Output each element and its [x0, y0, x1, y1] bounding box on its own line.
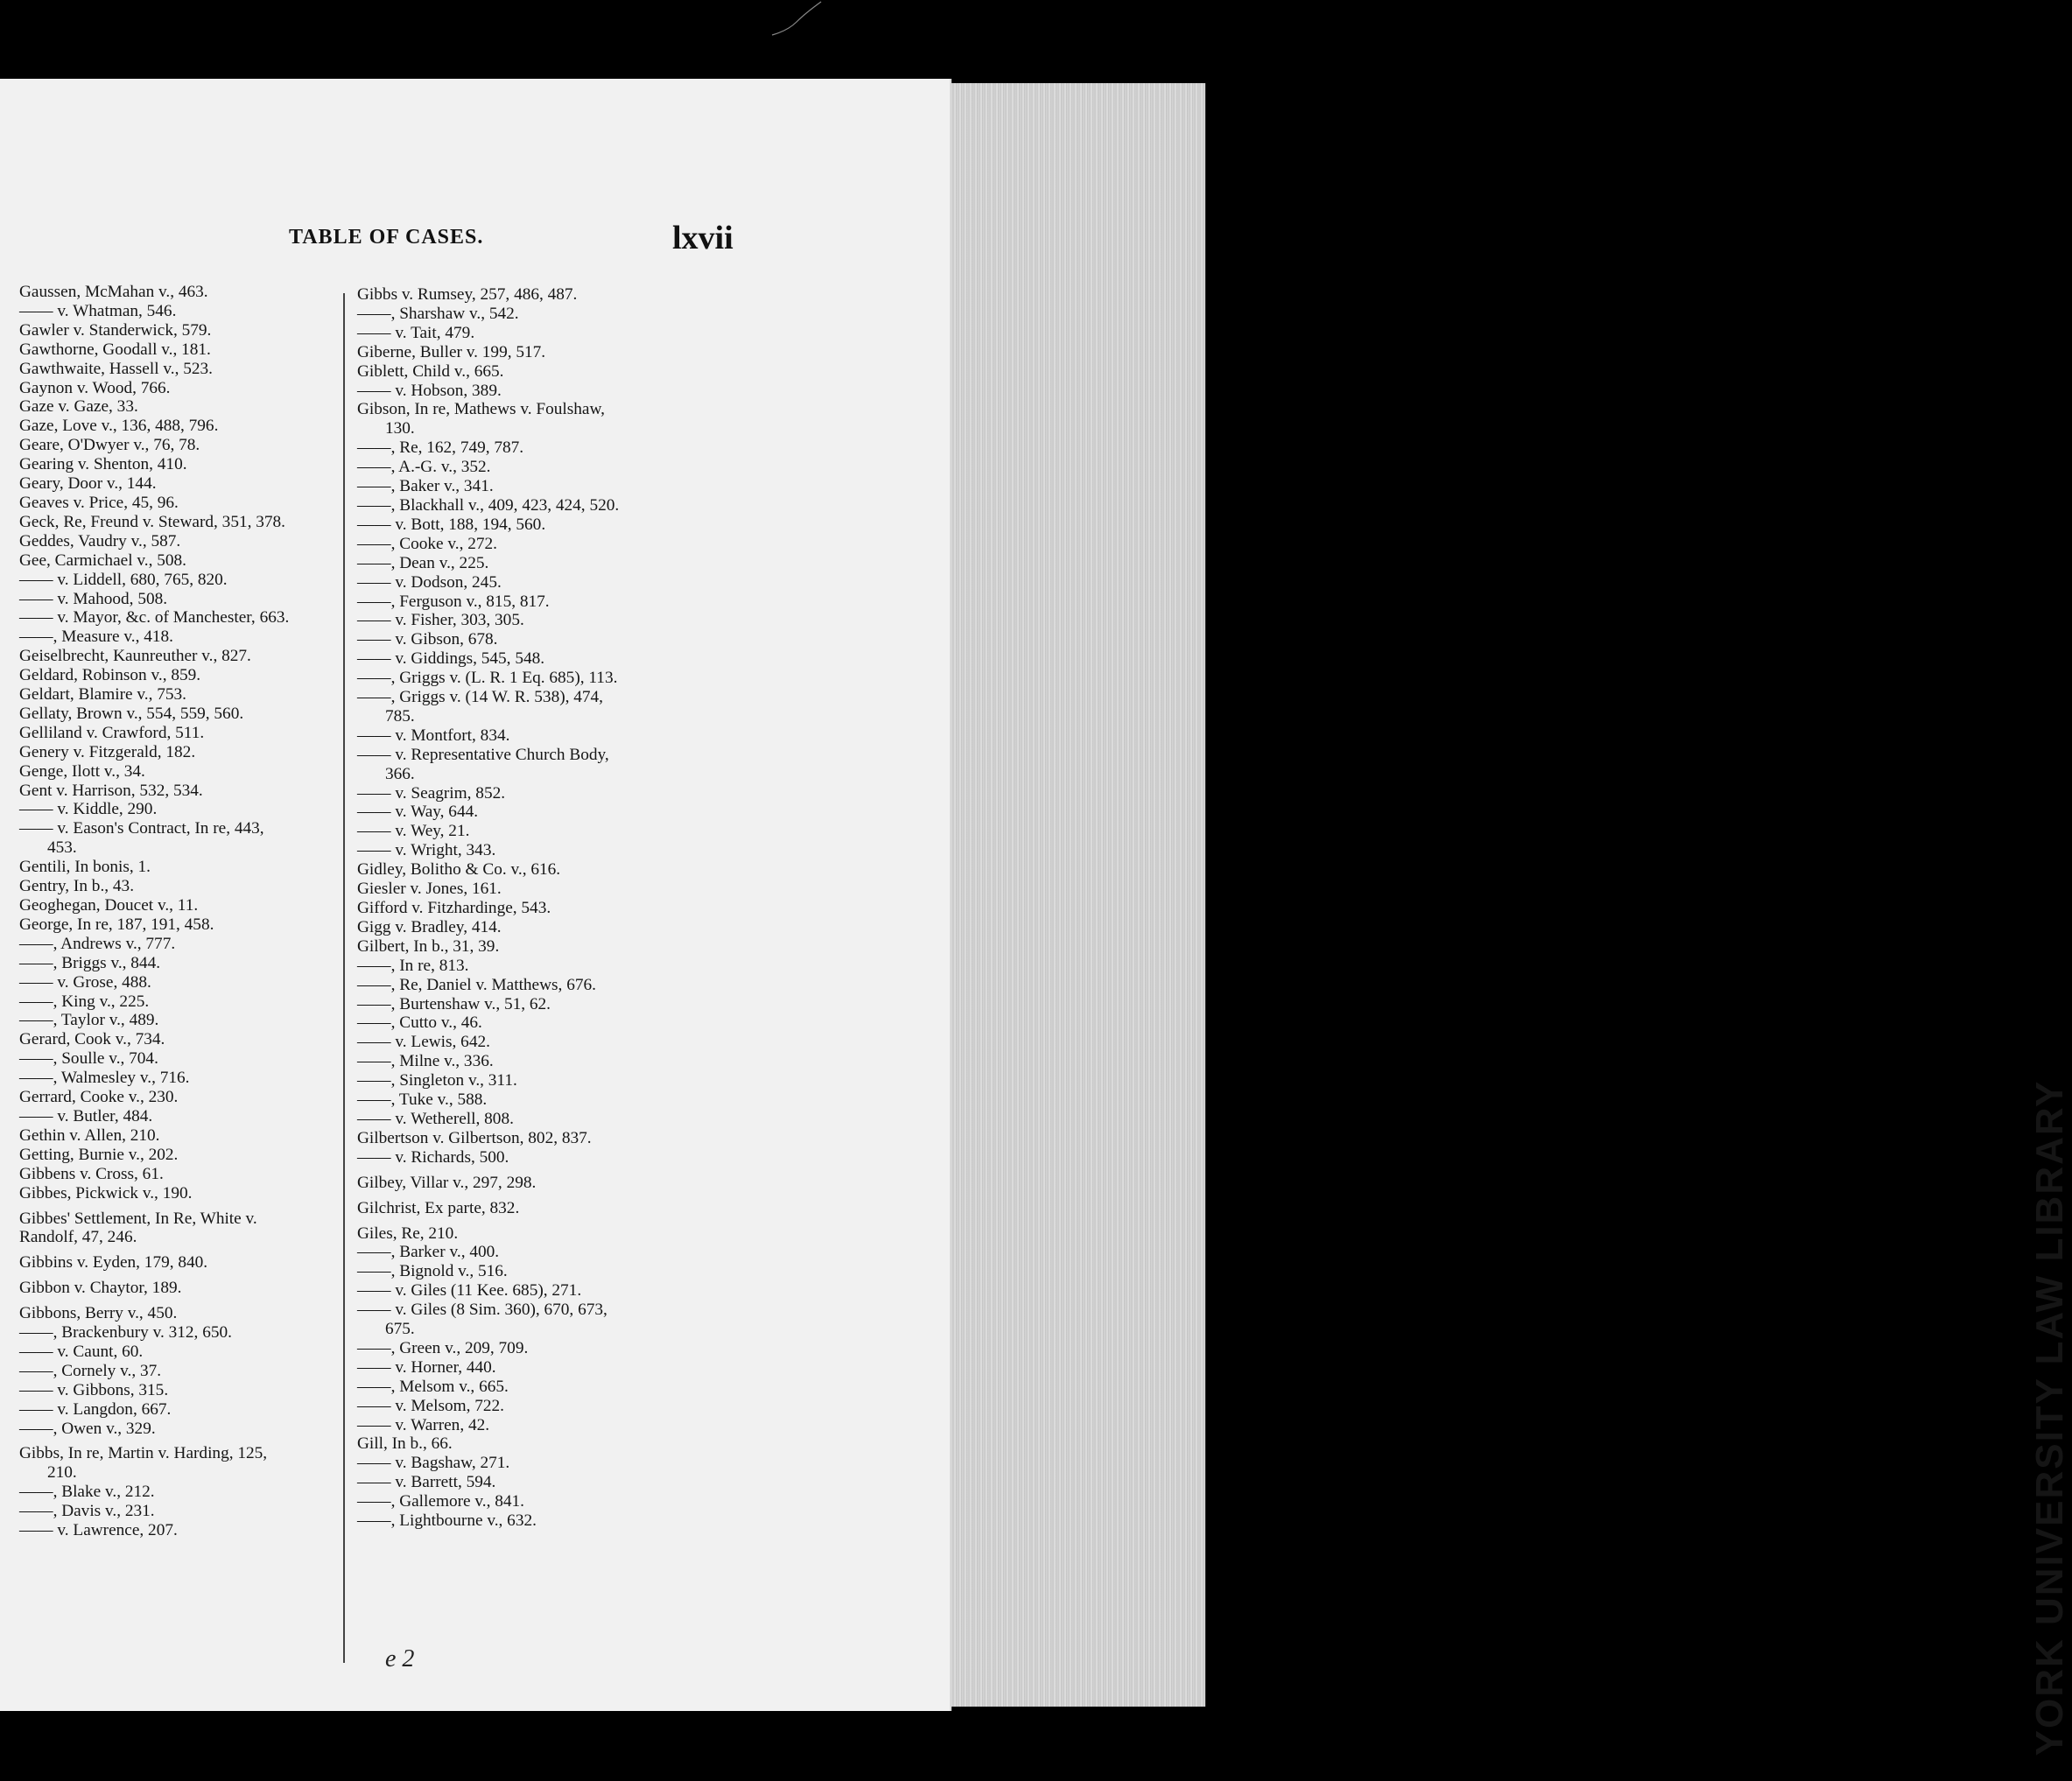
- index-entry: 453.: [47, 838, 77, 858]
- index-entry: Gibbins v. Eyden, 179, 840.: [19, 1253, 208, 1273]
- index-entry: —— v. Bott, 188, 194, 560.: [357, 515, 546, 534]
- index-entry: —— v. Mahood, 508.: [19, 589, 168, 608]
- index-entry: Gerard, Cook v., 734.: [19, 1030, 165, 1049]
- index-entry: —— v. Giles (11 Kee. 685), 271.: [357, 1281, 582, 1301]
- signature-mark: e 2: [385, 1645, 415, 1672]
- index-entry: Gent v. Harrison, 532, 534.: [19, 781, 203, 800]
- index-entry: Gaze, Love v., 136, 488, 796.: [19, 417, 219, 436]
- index-entry: ——, Sharshaw v., 542.: [357, 304, 519, 323]
- index-entry: —— v. Gibson, 678.: [357, 630, 498, 649]
- index-entry: —— v. Whatman, 546.: [19, 301, 177, 320]
- index-entry: —— v. Representative Church Body,: [357, 745, 609, 764]
- index-entry: —— v. Wright, 343.: [357, 841, 496, 860]
- index-entry: —— v. Eason's Contract, In re, 443,: [19, 819, 264, 838]
- index-entry: Geoghegan, Doucet v., 11.: [19, 896, 199, 915]
- index-entry: Gigg v. Bradley, 414.: [357, 917, 502, 936]
- index-entry: —— v. Lewis, 642.: [357, 1033, 490, 1052]
- book-page: [0, 79, 952, 1711]
- index-entry: Genery v. Fitzgerald, 182.: [19, 742, 196, 761]
- index-entry: ——, Soulle v., 704.: [19, 1049, 158, 1069]
- index-entry: —— v. Tait, 479.: [357, 323, 475, 342]
- index-entry: Gerrard, Cooke v., 230.: [19, 1088, 179, 1107]
- index-entry: ——, In re, 813.: [357, 956, 469, 975]
- index-entry: Gentry, In b., 43.: [19, 877, 135, 896]
- index-entry: Gifford v. Fitzhardinge, 543.: [357, 899, 551, 917]
- index-entry: ——, Cooke v., 272.: [357, 534, 497, 553]
- index-entry: —— v. Bagshaw, 271.: [357, 1454, 510, 1473]
- index-entry: —— v. Seagrim, 852.: [357, 783, 506, 803]
- index-entry: ——, Melsom v., 665.: [357, 1377, 509, 1396]
- index-entry: 675.: [385, 1320, 415, 1339]
- index-entry: —— v. Fisher, 303, 305.: [357, 611, 524, 630]
- index-entry: ——, Dean v., 225.: [357, 553, 489, 572]
- index-entry: ——, Re, 162, 749, 787.: [357, 438, 524, 458]
- index-entry: —— v. Gibbons, 315.: [19, 1380, 169, 1399]
- index-entry: —— v. Richards, 500.: [357, 1147, 509, 1167]
- index-entry: ——, King v., 225.: [19, 992, 150, 1011]
- index-entry: —— v. Hobson, 389.: [357, 381, 502, 400]
- index-entry: ——, Blackhall v., 409, 423, 424, 520.: [357, 495, 620, 515]
- index-entry: ——, Singleton v., 311.: [357, 1071, 517, 1090]
- index-entry: Gee, Carmichael v., 508.: [19, 550, 186, 570]
- index-entry: —— v. Langdon, 667.: [19, 1399, 172, 1419]
- index-entry: Gibbens v. Cross, 61.: [19, 1164, 164, 1183]
- index-entry: ——, Briggs v., 844.: [19, 953, 161, 972]
- index-entry: —— v. Barrett, 594.: [357, 1473, 496, 1492]
- index-entry: Gilbertson v. Gilbertson, 802, 837.: [357, 1128, 592, 1147]
- index-entry: 210.: [47, 1463, 77, 1483]
- page-number: lxvii: [672, 220, 734, 256]
- index-entry: ——, Andrews v., 777.: [19, 934, 176, 953]
- index-entry: ——, Re, Daniel v. Matthews, 676.: [357, 975, 596, 994]
- index-entry: —— v. Mayor, &c. of Manchester, 663.: [19, 608, 290, 628]
- index-entry: 366.: [385, 764, 415, 783]
- index-entry: ——, Owen v., 329.: [19, 1419, 156, 1438]
- index-entry: ——, Taylor v., 489.: [19, 1011, 159, 1030]
- index-entry: Gill, In b., 66.: [357, 1434, 453, 1454]
- index-entry: Giesler v. Jones, 161.: [357, 880, 502, 899]
- index-entry: ——, Green v., 209, 709.: [357, 1338, 529, 1357]
- index-entry: ——, Milne v., 336.: [357, 1052, 494, 1071]
- index-entry: Gidley, Bolitho & Co. v., 616.: [357, 860, 561, 880]
- index-entry: 130.: [385, 419, 415, 438]
- index-entry: Geddes, Vaudry v., 587.: [19, 531, 181, 550]
- index-entry: Gaussen, McMahan v., 463.: [19, 283, 208, 301]
- index-entry: Geck, Re, Freund v. Steward, 351, 378.: [19, 512, 285, 531]
- index-entry: ——, Ferguson v., 815, 817.: [357, 592, 550, 611]
- index-entry: Gilchrist, Ex parte, 832.: [357, 1198, 520, 1217]
- index-entry: Giberne, Buller v. 199, 517.: [357, 342, 546, 361]
- index-entry: ——, Burtenshaw v., 51, 62.: [357, 994, 551, 1013]
- index-entry: ——, Cutto v., 46.: [357, 1013, 482, 1033]
- index-entry: ——, Brackenbury v. 312, 650.: [19, 1323, 232, 1343]
- index-entry: —— v. Butler, 484.: [19, 1106, 153, 1125]
- index-entry: —— v. Liddell, 680, 765, 820.: [19, 570, 228, 589]
- index-entry: ——, Bignold v., 516.: [357, 1262, 508, 1281]
- index-entry: —— v. Wetherell, 808.: [357, 1109, 514, 1128]
- index-entry: —— v. Horner, 440.: [357, 1357, 496, 1377]
- library-stamp: YORK UNIVERSITY LAW LIBRARY: [2028, 1079, 2071, 1756]
- index-entry: ——, Baker v., 341.: [357, 477, 494, 496]
- index-entry: Genge, Ilott v., 34.: [19, 761, 145, 781]
- index-entry: —— v. Lawrence, 207.: [19, 1521, 178, 1540]
- index-entry: Gibbon v. Chaytor, 189.: [19, 1279, 182, 1298]
- index-entry: Geldard, Robinson v., 859.: [19, 666, 201, 685]
- index-entry: Gelliland v. Crawford, 511.: [19, 723, 205, 742]
- index-entry: Gearing v. Shenton, 410.: [19, 455, 187, 474]
- index-entry: —— v. Warren, 42.: [357, 1415, 490, 1434]
- index-entry: Gibbs v. Rumsey, 257, 486, 487.: [357, 285, 578, 304]
- index-entry: —— v. Wey, 21.: [357, 822, 470, 841]
- index-entry: George, In re, 187, 191, 458.: [19, 915, 214, 934]
- index-entry: ——, Blake v., 212.: [19, 1483, 155, 1502]
- index-entry: ——, Davis v., 231.: [19, 1502, 155, 1521]
- index-entry: —— v. Giddings, 545, 548.: [357, 649, 545, 669]
- index-entry: ——, Lightbourne v., 632.: [357, 1511, 537, 1531]
- index-entry: —— v. Dodson, 245.: [357, 572, 502, 592]
- index-entry: —— v. Grose, 488.: [19, 972, 151, 992]
- index-entry: ——, Measure v., 418.: [19, 628, 173, 647]
- index-entry: Geldart, Blamire v., 753.: [19, 685, 186, 705]
- index-entry: Geaves v. Price, 45, 96.: [19, 493, 179, 512]
- index-entry: Gibbons, Berry v., 450.: [19, 1304, 178, 1323]
- index-entry: Gentili, In bonis, 1.: [19, 858, 151, 877]
- index-entry: Gaynon v. Wood, 766.: [19, 378, 171, 397]
- index-entry: Geiselbrecht, Kaunreuther v., 827.: [19, 647, 251, 666]
- index-entry: ——, Griggs v. (14 W. R. 538), 474,: [357, 688, 604, 707]
- index-entry: —— v. Giles (8 Sim. 360), 670, 673,: [357, 1301, 608, 1320]
- index-entry: Gawthorne, Goodall v., 181.: [19, 340, 211, 359]
- index-entry: 785.: [385, 706, 415, 726]
- index-entry: Gibbes, Pickwick v., 190.: [19, 1183, 193, 1203]
- index-entry: ——, Gallemore v., 841.: [357, 1492, 524, 1511]
- index-entry: —— v. Caunt, 60.: [19, 1342, 144, 1361]
- page-edge: [952, 83, 2071, 1756]
- index-entry: ——, Walmesley v., 716.: [19, 1069, 190, 1088]
- index-entry: ——, Cornely v., 37.: [19, 1361, 162, 1380]
- index-entry: Gellaty, Brown v., 554, 559, 560.: [19, 704, 244, 723]
- index-entry: Gilbert, In b., 31, 39.: [357, 936, 500, 956]
- column-divider: [343, 293, 345, 1663]
- index-entry: Getting, Burnie v., 202.: [19, 1145, 179, 1164]
- index-entry: Randolf, 47, 246.: [19, 1228, 137, 1247]
- index-entry: ——, A.-G. v., 352.: [357, 458, 491, 477]
- index-entry: Gibson, In re, Mathews v. Foulshaw,: [357, 400, 605, 419]
- index-entry: —— v. Melsom, 722.: [357, 1396, 504, 1415]
- corner-scratch-mark: [770, 0, 823, 39]
- left-column: [19, 283, 341, 1540]
- index-entry: Giles, Re, 210.: [357, 1224, 459, 1243]
- index-entry: ——, Griggs v. (L. R. 1 Eq. 685), 113.: [357, 669, 618, 688]
- index-entry: Gawthwaite, Hassell v., 523.: [19, 359, 213, 378]
- index-entry: Geary, Door v., 144.: [19, 474, 157, 494]
- index-entry: Gethin v. Allen, 210.: [19, 1125, 160, 1145]
- index-entry: ——, Barker v., 400.: [357, 1243, 500, 1262]
- index-entry: Gilbey, Villar v., 297, 298.: [357, 1173, 537, 1192]
- right-column: [357, 285, 734, 1531]
- index-entry: Gibbes' Settlement, In Re, White v.: [19, 1209, 257, 1228]
- index-entry: Geare, O'Dwyer v., 76, 78.: [19, 436, 200, 455]
- index-entry: Gaze v. Gaze, 33.: [19, 397, 138, 417]
- index-entry: —— v. Way, 644.: [357, 803, 479, 822]
- index-entry: Gawler v. Standerwick, 579.: [19, 320, 212, 340]
- index-entry: —— v. Montfort, 834.: [357, 726, 510, 745]
- index-entry: ——, Tuke v., 588.: [357, 1090, 488, 1110]
- index-entry: Gibbs, In re, Martin v. Harding, 125,: [19, 1444, 268, 1463]
- running-head: TABLE OF CASES.: [289, 226, 484, 249]
- index-entry: Giblett, Child v., 665.: [357, 361, 504, 381]
- index-entry: —— v. Kiddle, 290.: [19, 800, 158, 819]
